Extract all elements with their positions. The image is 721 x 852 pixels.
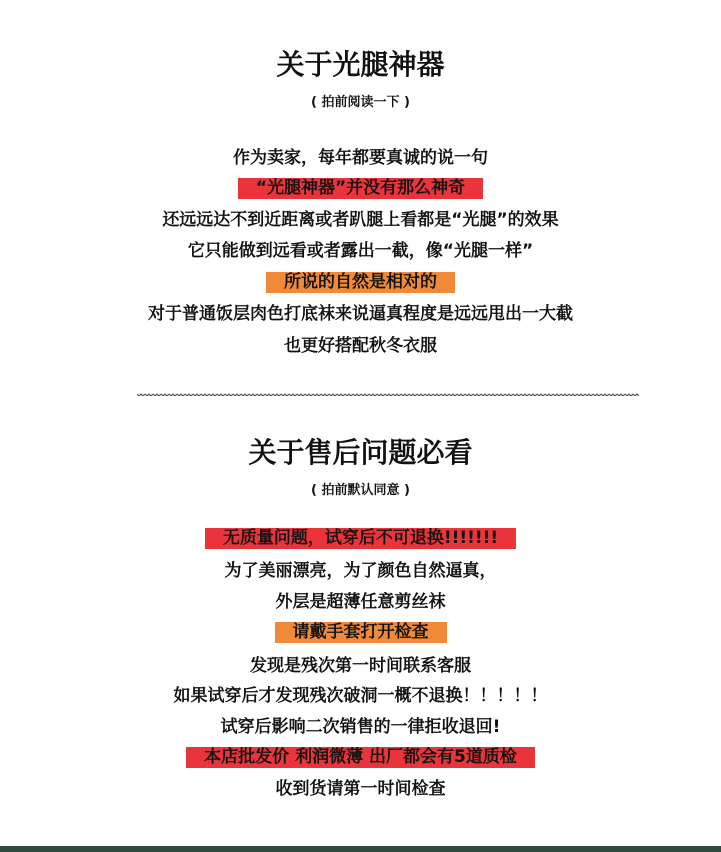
section1-highlight-red: “光腿神器”并没有那么神奇 [238,178,483,199]
section2-line-5: 发现是残次第一时间联系客服 [250,656,471,676]
zigzag-divider [137,386,639,396]
section1-title: 关于光腿神器 [276,48,445,81]
section2-line-9: 收到货请第一时间检查 [275,779,446,799]
section1-line-7: 也更好搭配秋冬衣服 [284,336,437,356]
section1-line-3: 还远远达不到近距离或者趴腿上看都是“光腿”的效果 [162,210,559,230]
section1-line-4: 它只能做到远看或者露出一截，像“光腿一样” [187,241,534,261]
section2-line-7: 试穿后影响二次销售的一律拒收退回! [220,717,501,737]
section1-line-5-wrap [0,272,721,293]
section2-note: ( 拍前默认同意 ) [311,483,410,498]
section2-line-2: 为了美丽漂亮，为了颜色自然逼真， [224,561,497,581]
section2-highlight-orange: 请戴手套打开检查 [275,622,447,643]
section2-line-8-wrap [0,747,721,768]
section1-note: ( 拍前阅读一下 ) [311,95,410,110]
section2-line-4-wrap [0,622,721,643]
section1-highlight-orange: 所说的自然是相对的 [266,272,455,293]
section1-line-1: 作为卖家，每年都要真诚的说一句 [233,148,488,168]
section2-highlight-red-2: 本店批发价 利润微薄 出厂都会有5道质检 [186,747,535,768]
section2-highlight-red-1: 无质量问题，试穿后不可退换!!!!!!! [205,528,516,549]
section2-title: 关于售后问题必看 [248,436,473,469]
bottom-bar [0,846,721,852]
zigzag-divider-icon [137,391,639,396]
section2-line-6: 如果试穿后才发现残次破洞一概不退换！！！！！ [173,686,548,706]
section1-line-6: 对于普通饭层肉色打底袜来说逼真程度是远远甩出一大截 [148,304,573,324]
section1-line-2-wrap [0,178,721,199]
section2-line-3: 外层是超薄任意剪丝袜 [275,592,446,612]
section2-line-1-wrap [0,528,721,549]
